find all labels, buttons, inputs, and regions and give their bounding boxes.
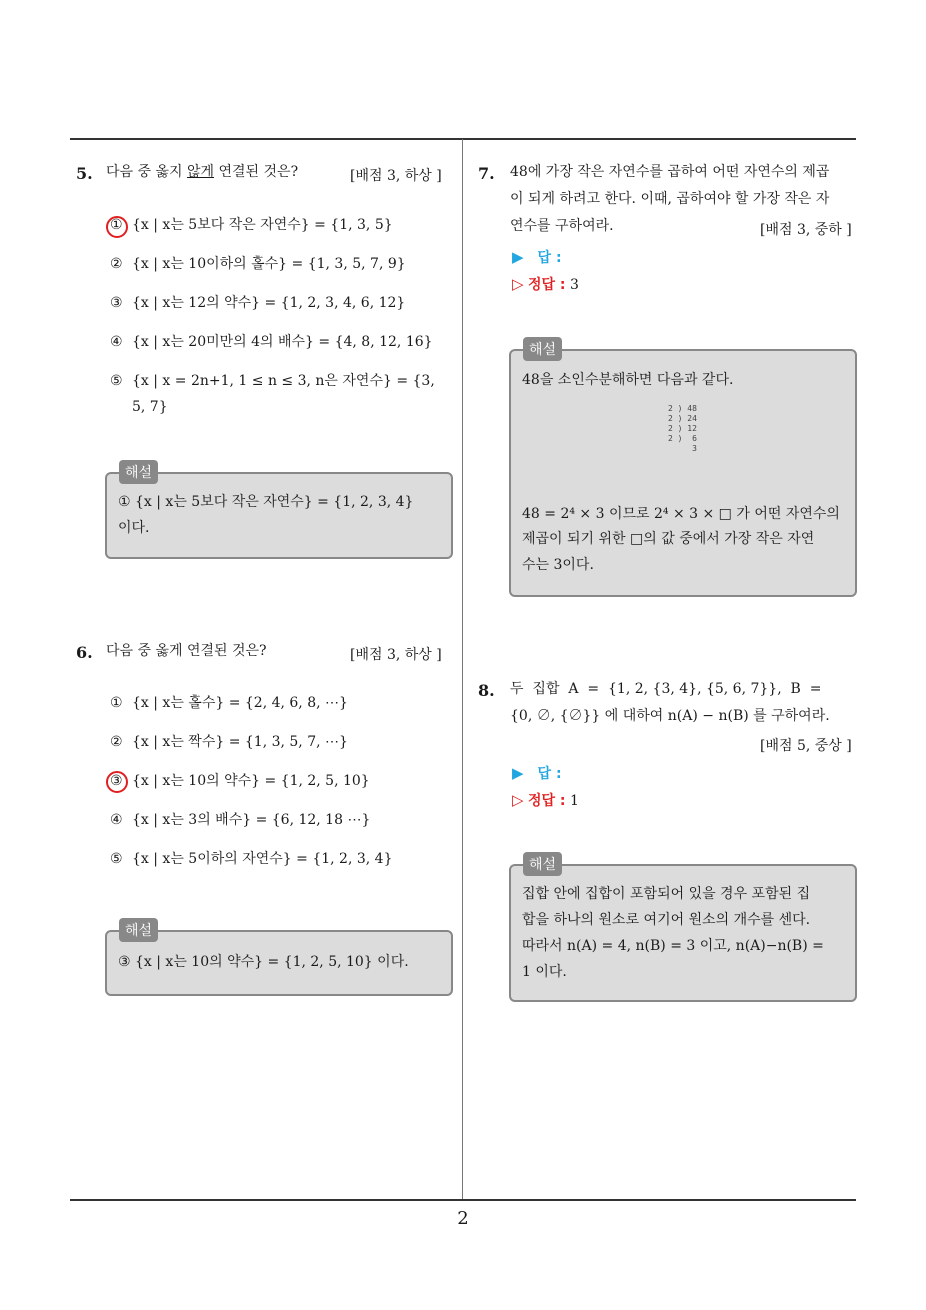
q8-explanation-line-4: 1 이다. (522, 964, 567, 980)
q7-explanation-tag: 해설 (523, 337, 562, 361)
q5-option-5-mark: ⑤ (110, 373, 123, 389)
q6-option-4-text: {x | x는 3의 배수} = {6, 12, 18 ⋯} (132, 812, 371, 828)
q6-option-5-text: {x | x는 5이하의 자연수} = {1, 2, 3, 4} (132, 851, 393, 867)
q7-solution-value: 3 (569, 277, 579, 293)
q5-option-5[interactable] (110, 368, 435, 395)
q8-line-2: {0, ∅, {∅}} 에 대하여 n(A) − n(B) 를 구하여라. (510, 708, 830, 724)
q8-solution-label: 정답 : (528, 793, 566, 809)
q6-option-1-text: {x | x는 홀수} = {2, 4, 6, 8, ⋯} (132, 695, 348, 711)
q5-option-2-text: {x | x는 10이하의 홀수} = {1, 3, 5, 7, 9} (132, 256, 406, 272)
q5-option-2-mark: ② (110, 256, 123, 272)
q7-explanation-line-2: 제곱이 되기 위한 □의 값 중에서 가장 작은 자연 (522, 531, 815, 547)
q6-option-3-mark: ③ (110, 773, 123, 789)
play-icon: ▶ (512, 764, 524, 782)
q5-text-underlined: 않게 (186, 164, 215, 180)
q6-option-4-mark: ④ (110, 812, 123, 828)
q5-option-2[interactable] (110, 251, 406, 278)
q7-line-2: 이 되게 하려고 한다. 이때, 곱하여야 할 가장 작은 자 (510, 191, 830, 207)
q7-explanation-intro: 48을 소인수분해하면 다음과 같다. (522, 372, 734, 388)
q7-line-3: 연수를 구하여라. (510, 218, 614, 234)
q5-text-part1: 다음 중 옳지 (106, 164, 187, 180)
q5-option-4[interactable] (110, 329, 433, 356)
q6-option-3-text: {x | x는 10의 약수} = {1, 2, 5, 10} (132, 773, 370, 789)
q8-score: [배점 5, 중상 ] (760, 738, 852, 754)
q5-option-1-mark: ① (110, 217, 123, 233)
q6-option-1[interactable] (110, 690, 348, 717)
q6-option-3[interactable] (110, 768, 370, 795)
q5-option-3-mark: ③ (110, 295, 123, 311)
q6-option-4[interactable] (110, 807, 370, 834)
q5-option-5-text: {x | x = 2n+1, 1 ≤ n ≤ 3, n은 자연수} = {3, (132, 373, 435, 389)
q5-text (106, 159, 298, 186)
q6-option-5-mark: ⑤ (110, 851, 123, 867)
q7-explanation-line-3: 수는 3이다. (522, 557, 594, 573)
q8-number: 8. (478, 681, 495, 700)
q5-explanation-line-2: 이다. (118, 520, 150, 536)
q5-option-1[interactable] (110, 212, 393, 239)
q7-answer-row (512, 247, 562, 267)
q7-line-1: 48에 가장 작은 자연수를 곱하여 어떤 자연수의 제곱 (510, 164, 830, 180)
q6-option-2[interactable] (110, 729, 348, 756)
q5-score: [배점 3, 하상 ] (350, 168, 442, 184)
q7-division-row-5: 3 (668, 444, 697, 453)
q8-explanation-line-1: 집합 안에 집합이 포함되어 있을 경우 포함된 집 (522, 886, 811, 902)
q5-option-4-mark: ④ (110, 334, 123, 350)
q7-solution-label: 정답 : (528, 277, 566, 293)
q5-option-3-text: {x | x는 12의 약수} = {1, 2, 3, 4, 6, 12} (132, 295, 406, 311)
q7-division-row-4: 2 ) 6 (668, 434, 697, 443)
q7-division-row-1: 2 ) 48 (668, 404, 697, 413)
q5-text-part2: 연결된 것은? (214, 164, 299, 180)
q6-score: [배점 3, 하상 ] (350, 647, 442, 663)
q6-number: 6. (76, 643, 93, 662)
q7-score: [배점 3, 중하 ] (760, 222, 852, 238)
q8-answer-row (512, 763, 562, 783)
q6-option-1-mark: ① (110, 695, 123, 711)
q6-option-2-mark: ② (110, 734, 123, 750)
q5-option-3[interactable] (110, 290, 405, 317)
q8-solution-value: 1 (569, 793, 579, 809)
q8-line-1: 두 집합 A = {1, 2, {3, 4}, {5, 6, 7}}, B = (510, 681, 822, 697)
q8-solution-row (512, 790, 579, 810)
q6-explanation-tag: 해설 (119, 918, 158, 942)
triangle-outline-icon: ▷ (512, 275, 524, 293)
q8-answer-label: 답 : (537, 766, 562, 782)
page-number: 2 (457, 1208, 469, 1229)
q7-division-table (668, 404, 697, 454)
top-rule (70, 138, 856, 140)
q5-option-5-continued: 5, 7} (132, 399, 168, 415)
triangle-outline-icon: ▷ (512, 791, 524, 809)
q7-solution-row (512, 274, 579, 294)
q7-division-row-3: 2 ) 12 (668, 424, 697, 433)
q5-explanation-line-1: ① {x | x는 5보다 작은 자연수} = {1, 2, 3, 4} (118, 494, 414, 510)
q7-division-row-2: 2 ) 24 (668, 414, 697, 423)
q7-explanation-line-1: 48 = 2⁴ × 3 이므로 2⁴ × 3 × □ 가 어떤 자연수의 (522, 506, 840, 522)
q6-option-5[interactable] (110, 846, 392, 873)
column-divider (462, 139, 463, 1201)
q7-answer-label: 답 : (537, 250, 562, 266)
bottom-rule (70, 1199, 856, 1201)
q6-text: 다음 중 옳게 연결된 것은? (106, 643, 267, 659)
q7-number: 7. (478, 164, 495, 183)
q8-explanation-tag: 해설 (523, 852, 562, 876)
q5-explanation-tag: 해설 (119, 460, 158, 484)
play-icon: ▶ (512, 248, 524, 266)
q6-option-2-text: {x | x는 짝수} = {1, 3, 5, 7, ⋯} (132, 734, 348, 750)
q5-number: 5. (76, 164, 93, 183)
q5-option-1-text: {x | x는 5보다 작은 자연수} = {1, 3, 5} (132, 217, 393, 233)
q8-explanation-line-3: 따라서 n(A) = 4, n(B) = 3 이고, n(A)−n(B) = (522, 938, 824, 954)
q5-option-4-text: {x | x는 20미만의 4의 배수} = {4, 8, 12, 16} (132, 334, 433, 350)
q8-explanation-line-2: 합을 하나의 원소로 여기어 원소의 개수를 센다. (522, 912, 811, 928)
q6-explanation-line-1: ③ {x | x는 10의 약수} = {1, 2, 5, 10} 이다. (118, 954, 409, 970)
